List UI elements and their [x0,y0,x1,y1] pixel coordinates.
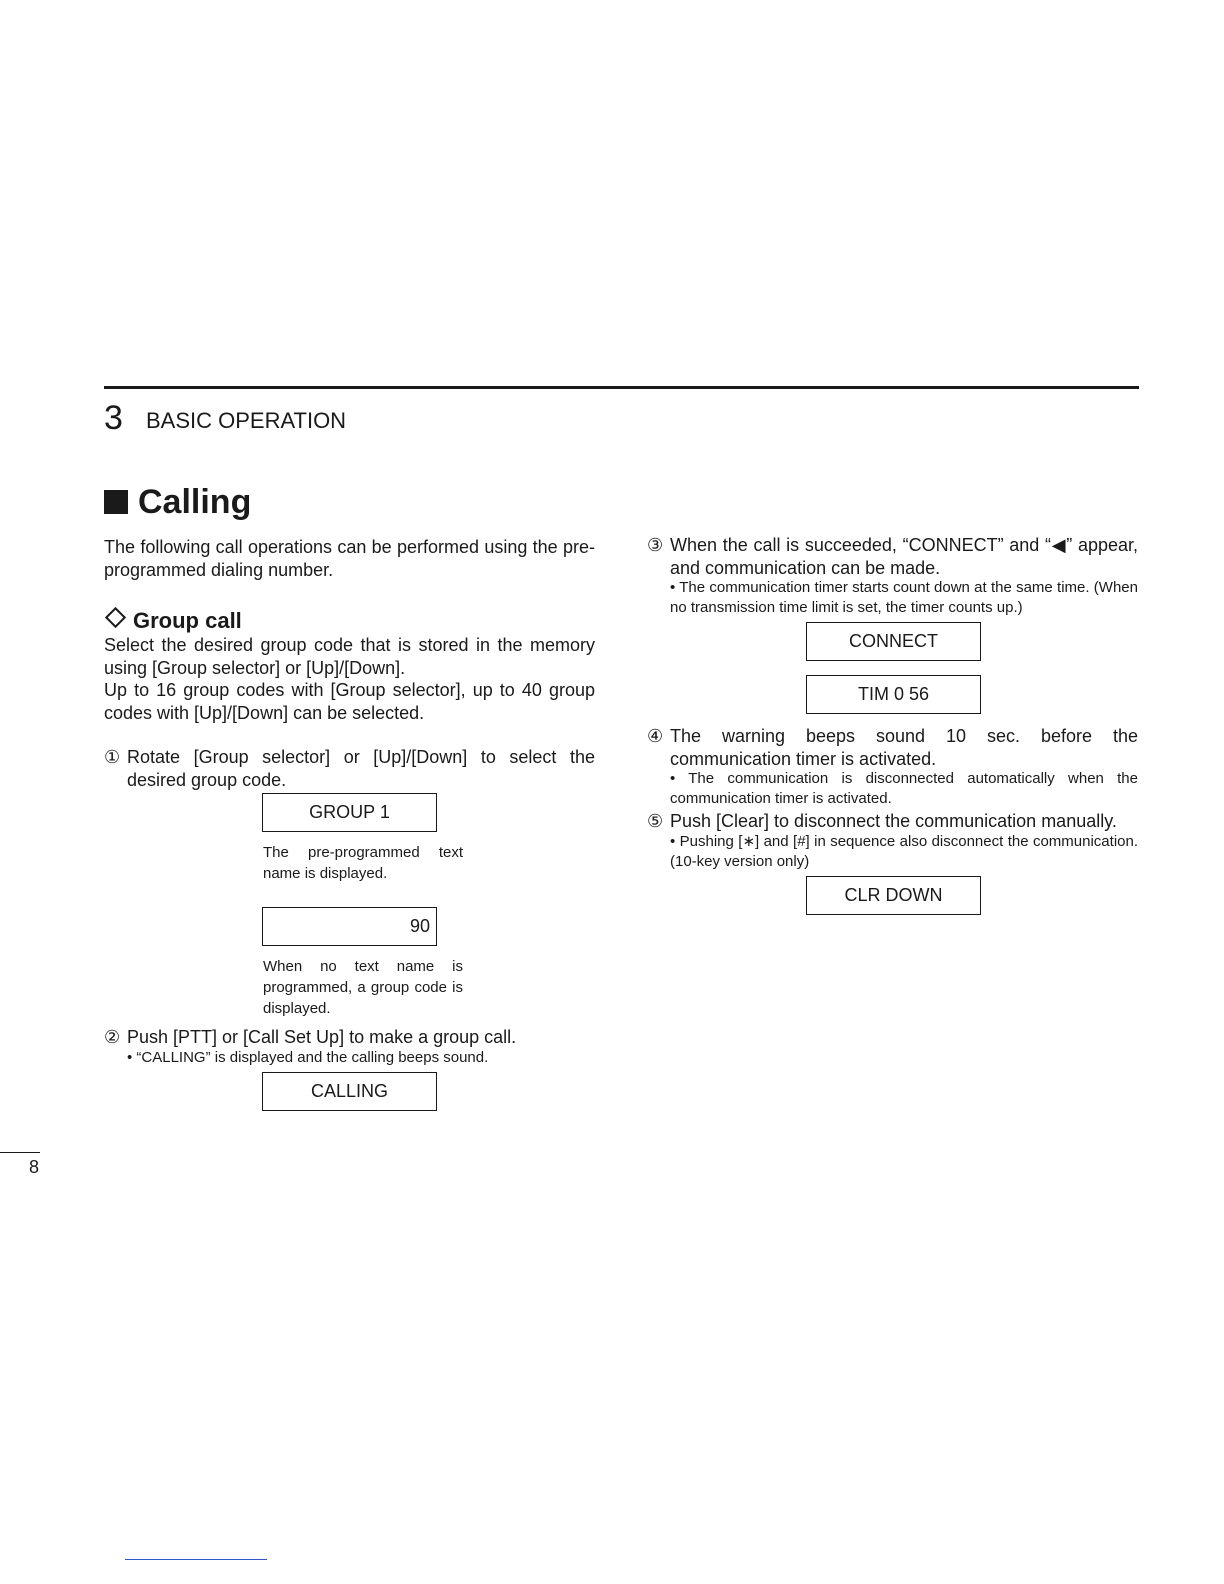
step-2 [104,1026,595,1049]
step-note: • The communication timer starts count down at the same time. (When no transmission time limit is set, the timer counts up.) [670,579,1138,616]
lcd-display-timer: TIM 0 56 [806,675,981,714]
step-note: • “CALLING” is displayed and the calling beeps sound. [127,1049,489,1066]
step-5 [647,810,1138,833]
chapter-title: BASIC OPERATION [146,408,347,433]
display-caption: When no text name is programmed, a group code is displayed. [263,958,463,1017]
step-text: Push [Clear] to disconnect the communication manually. [670,811,1117,831]
step-number: ① [104,747,121,767]
lcd-display-code: 90 [262,907,437,946]
chapter-number: 3 [104,399,123,437]
group-call-para-1: Select the desired group code that is stored in the memory using [Group selector] or [Up]/[Down]. [104,635,595,678]
step-text: Rotate [Group selector] or [Up]/[Down] to select the desired group code. [127,747,595,790]
section-title [104,480,251,524]
diamond-icon [105,607,126,628]
lcd-display-clear: CLR DOWN [806,876,981,915]
lcd-display-group: GROUP 1 [262,793,437,832]
lcd-display-calling: CALLING [262,1072,437,1111]
group-call-para-2: Up to 16 group codes with [Group selector], up to 40 group codes with [Up]/[Down] can be selected. [104,680,595,723]
intro-paragraph: The following call operations can be performed using the pre-programmed dialing number. [104,537,595,580]
step-text: The warning beeps sound 10 sec. before the communication timer is activated. [670,726,1138,769]
link-underline [125,1559,267,1560]
step-note: • Pushing [∗] and [#] in sequence also disconnect the communication. (10-key version only) [670,833,1138,870]
step-4 [647,725,1138,770]
section-title-text: Calling [138,483,252,521]
step-text: Push [PTT] or [Call Set Up] to make a group call. [127,1027,517,1047]
step-number: ④ [647,726,664,746]
step-3 [647,534,1138,579]
display-caption: The pre-programmed text name is displayed. [263,844,463,882]
group-call-heading [104,607,242,635]
step-number: ③ [647,535,664,555]
step-number: ⑤ [647,811,664,831]
lcd-display-connect: CONNECT [806,622,981,661]
page-number-rule [0,1152,40,1153]
step-number: ② [104,1027,121,1047]
step-text: When the call is succeeded, “CONNECT” and “◀” appear, and communication can be made. [670,535,1138,578]
page-number: 8 [29,1157,40,1177]
step-note: • The communication is disconnected automatically when the communication timer is activated. [670,770,1138,807]
square-bullet-icon [104,490,128,514]
header-rule [104,386,1139,389]
step-1 [104,746,595,791]
group-call-title: Group call [133,608,242,633]
